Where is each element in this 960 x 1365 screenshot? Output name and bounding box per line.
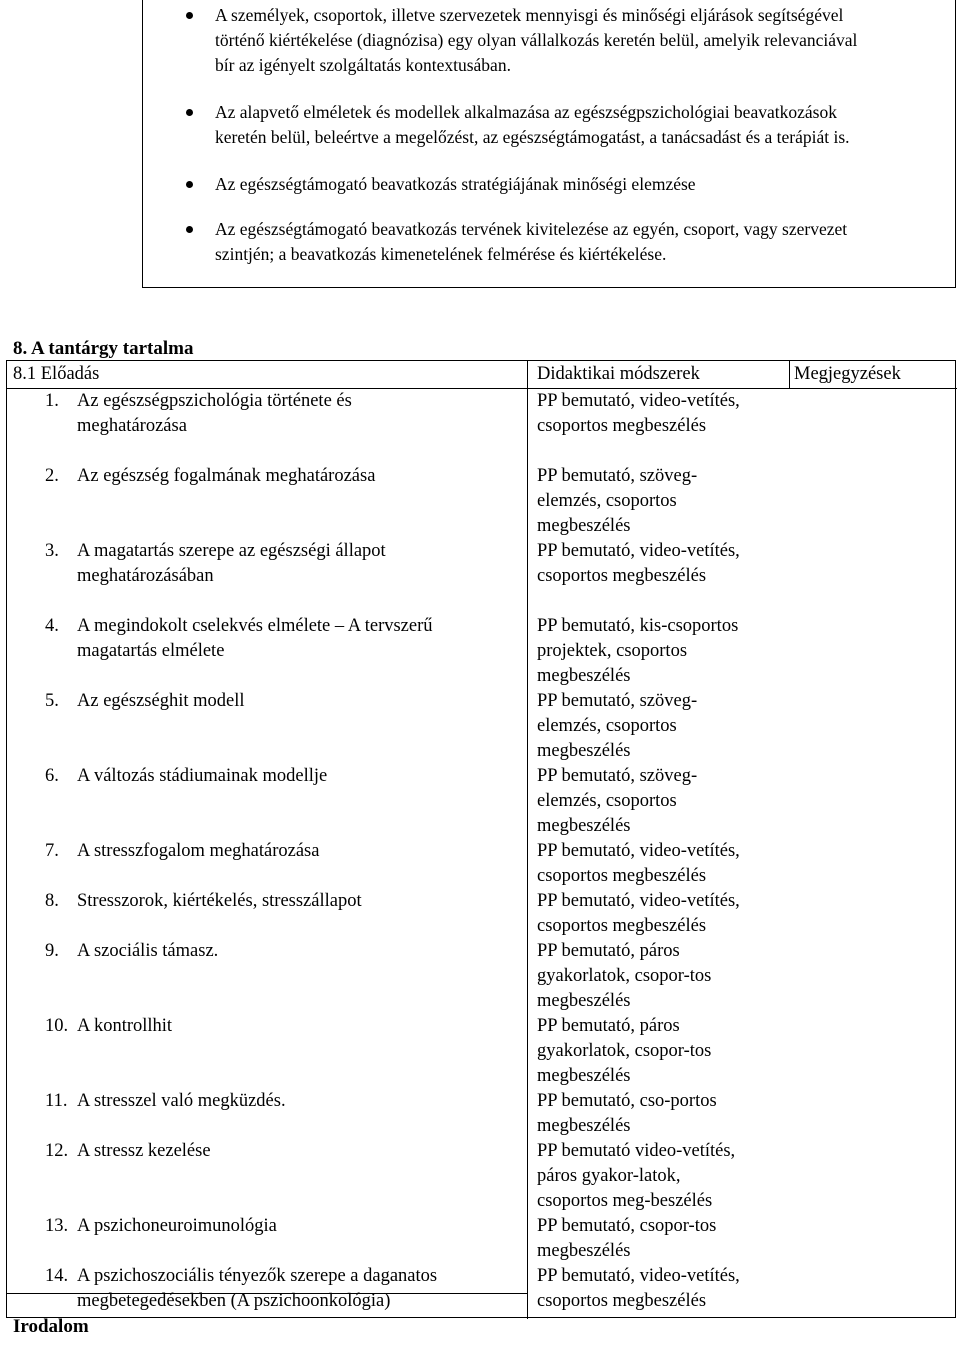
row-method-line: elemzés, csoportos	[537, 491, 677, 511]
row-number: 4.	[45, 616, 59, 636]
row-method-line: megbeszélés	[537, 666, 631, 686]
bullet-line: szintjén; a beavatkozás kimenetelének felmérése és kiértékelése.	[215, 244, 667, 264]
row-method-line: megbeszélés	[537, 991, 631, 1011]
row-method-line: páros gyakor-latok,	[537, 1166, 681, 1186]
row-method-line: PP bemutató, csopor-tos	[537, 1216, 717, 1236]
row-number: 14.	[45, 1266, 69, 1286]
row-method-line: csoportos megbeszélés	[537, 916, 707, 936]
row-topic-line: A szociális támasz.	[77, 941, 219, 961]
bullet-line: történő kiértékelése (diagnózisa) egy olyan vállalkozás keretén belül, amelyik relevanciával	[215, 30, 858, 50]
row-topic-line: Stresszorok, kiértékelés, stresszállapot	[77, 891, 362, 911]
row-number: 12.	[45, 1141, 69, 1161]
header-lecture: 8.1 Előadás	[13, 364, 100, 384]
row-method-line: PP bemutató, video-vetítés,	[537, 391, 740, 411]
row-method-line: megbeszélés	[537, 1116, 631, 1136]
bullet-dot-icon	[186, 12, 193, 19]
row-number: 3.	[45, 541, 59, 561]
row-number: 6.	[45, 766, 59, 786]
row-number: 5.	[45, 691, 59, 711]
bullet-line: Az alapvető elméletek és modellek alkalmazása az egészségpszichológiai beavatkozások	[215, 102, 837, 122]
bullet-item	[215, 172, 925, 197]
row-number: 10.	[45, 1016, 69, 1036]
bullet-line: bír az igényelt szolgáltatás kontextusában.	[215, 55, 511, 75]
header-notes: Megjegyzések	[794, 364, 901, 384]
row-topic-line: A kontrollhit	[77, 1016, 173, 1036]
column-divider	[789, 361, 790, 389]
bullet-item	[215, 3, 925, 78]
row-method-line: PP bemutató, cso-portos	[537, 1091, 717, 1111]
bullet-dot-icon	[186, 109, 193, 116]
row-method-line: csoportos meg-beszélés	[537, 1191, 713, 1211]
row-method-line: PP bemutató, páros	[537, 941, 680, 961]
row-number: 11.	[45, 1091, 68, 1111]
row-topic-line: A változás stádiumainak modellje	[77, 766, 328, 786]
row-method-line: PP bemutató, video-vetítés,	[537, 891, 740, 911]
row-topic-line: A magatartás szerepe az egészségi állapot	[77, 541, 386, 561]
bullet-item	[215, 100, 925, 150]
bullet-line: Az egészségtámogató beavatkozás tervének kivitelezése az egyén, csoport, vagy szervezet	[215, 219, 848, 239]
row-method-line: csoportos megbeszélés	[537, 1291, 707, 1311]
bullet-line: A személyek, csoportok, illetve szervezetek mennyisgi és minőségi eljárások segítségével	[215, 5, 844, 25]
row-method-line: csoportos megbeszélés	[537, 566, 707, 586]
bullet-dot-icon	[186, 181, 193, 188]
competences-box	[142, 0, 956, 288]
bullet-line: keretén belül, beleértve a megelőzést, az egészségtámogatást, a tanácsadást és a terápiát is.	[215, 127, 850, 147]
row-method-line: projektek, csoportos	[537, 641, 688, 661]
bullet-item	[215, 217, 925, 267]
row-topic-line: meghatározásában	[77, 566, 214, 586]
row-number: 7.	[45, 841, 59, 861]
row-method-line: megbeszélés	[537, 516, 631, 536]
bullet-dot-icon	[186, 226, 193, 233]
row-method-line: PP bemutató, szöveg-	[537, 766, 698, 786]
row-number: 1.	[45, 391, 59, 411]
row-method-line: megbeszélés	[537, 741, 631, 761]
row-method-line: PP bemutató, video-vetítés,	[537, 541, 740, 561]
content-table	[6, 360, 956, 1337]
row-method-line: elemzés, csoportos	[537, 791, 677, 811]
bullet-line: Az egészségtámogató beavatkozás stratégiájának minőségi elemzése	[215, 174, 696, 194]
header-methods: Didaktikai módszerek	[537, 364, 700, 384]
row-number: 13.	[45, 1216, 69, 1236]
row-topic-line: Az egészség fogalmának meghatározása	[77, 466, 376, 486]
row-method-line: csoportos megbeszélés	[537, 866, 707, 886]
row-method-line: PP bemutató, szöveg-	[537, 691, 698, 711]
row-method-line: csoportos megbeszélés	[537, 416, 707, 436]
row-method-line: PP bemutató, páros	[537, 1016, 680, 1036]
row-topic-line: A stressz kezelése	[77, 1141, 211, 1161]
row-method-line: megbeszélés	[537, 1066, 631, 1086]
row-method-line: megbeszélés	[537, 1241, 631, 1261]
row-topic-line: A pszichoneuroimunológia	[77, 1216, 277, 1236]
row-method-line: PP bemutató video-vetítés,	[537, 1141, 736, 1161]
column-divider	[527, 361, 528, 1319]
row-method-line: PP bemutató, video-vetítés,	[537, 1266, 740, 1286]
row-topic-line: A megindokolt cselekvés elmélete – A tervszerű	[77, 616, 433, 636]
row-topic-line: megbetegedésekben (A pszichoonkológia)	[77, 1291, 391, 1311]
row-topic-line: meghatározása	[77, 416, 187, 436]
footer-literature: Irodalom	[13, 1316, 89, 1337]
row-number: 8.	[45, 891, 59, 911]
row-topic-line: Az egészséghit modell	[77, 691, 245, 711]
row-method-line: elemzés, csoportos	[537, 716, 677, 736]
row-method-line: PP bemutató, szöveg-	[537, 466, 698, 486]
section-title: 8. A tantárgy tartalma	[13, 338, 194, 359]
row-method-line: PP bemutató, video-vetítés,	[537, 841, 740, 861]
row-method-line: PP bemutató, kis-csoportos	[537, 616, 739, 636]
row-topic-line: A stresszfogalom meghatározása	[77, 841, 320, 861]
row-topic-line: magatartás elmélete	[77, 641, 225, 661]
row-number: 9.	[45, 941, 59, 961]
row-topic-line: Az egészségpszichológia története és	[77, 391, 352, 411]
row-topic-line: A stresszel való megküzdés.	[77, 1091, 286, 1111]
row-topic-line: A pszichoszociális tényezők szerepe a daganatos	[77, 1266, 438, 1286]
row-method-line: megbeszélés	[537, 816, 631, 836]
row-method-line: gyakorlatok, csopor-tos	[537, 1041, 712, 1061]
row-number: 2.	[45, 466, 59, 486]
row-method-line: gyakorlatok, csopor-tos	[537, 966, 712, 986]
